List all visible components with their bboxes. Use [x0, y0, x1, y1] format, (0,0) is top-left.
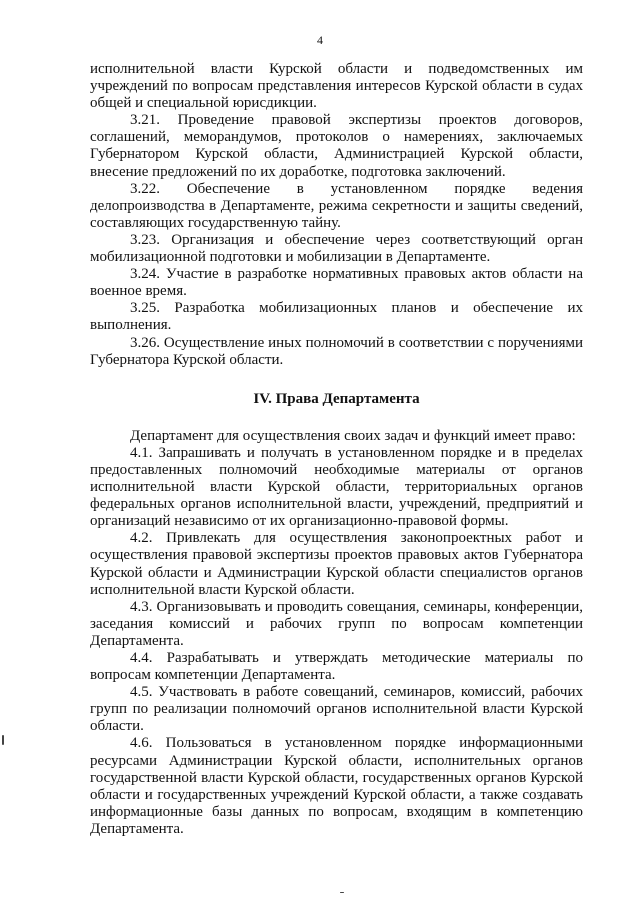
paragraph: 3.21. Проведение правовой экспертизы проектов договоров, соглашений, меморандумов, протоколов о намерениях, заключаемых Губернатором Курской области, Администрацией Курской области, внесение предложений по их доработке, подготовка заключений.	[90, 112, 583, 180]
document-body	[90, 61, 583, 838]
section-heading: IV. Права Департамента	[253, 390, 420, 407]
paragraph: 4.1. Запрашивать и получать в установленном порядке и в пределах предоставленных полномочий необходимые материалы от органов исполнительной власти Курской области, территориальных органов федеральных органов исполнительной власти, учреждений, предприятий и организаций независимо от их организационно-правовой формы.	[90, 444, 583, 530]
paragraph: 4.4. Разрабатывать и утверждать методические материалы по вопросам компетенции Департамента.	[90, 650, 583, 684]
paragraph: 4.6. Пользоваться в установленном порядке информационными ресурсами Администрации Курской области, исполнительных органов государственной власти Курской области, государственных органов Курской области и государственных учреждений Курской области, а также создавать информационные базы данных по вопросам, входящим в компетенцию Департамента.	[90, 735, 583, 837]
paragraph: Департамент для осуществления своих задач и функций имеет право:	[130, 427, 576, 444]
paragraphs-before-section	[90, 61, 583, 369]
page-number: 4	[317, 33, 323, 47]
scan-speck	[340, 892, 344, 893]
paragraph: исполнительной власти Курской области и подведомственных им учреждений по вопросам представления интересов Курской области в судах общей и специальной юрисдикции.	[90, 61, 583, 112]
paragraph: 3.26. Осуществление иных полномочий в соответствии с поручениями Губернатора Курской области.	[90, 334, 583, 368]
paragraph: 4.2. Привлекать для осуществления законопроектных работ и осуществления правовой экспертизы проектов правовых актов Губернатора Курской области и Администрации Курской области специалистов органов исполнительной власти Курской области.	[90, 530, 583, 598]
paragraph: 3.25. Разработка мобилизационных планов и обеспечение их выполнения.	[90, 300, 583, 334]
paragraph: 4.3. Организовывать и проводить совещания, семинары, конференции, заседания комиссий и рабочих групп по вопросам компетенции Департамента.	[90, 598, 583, 649]
paragraph: 3.23. Организация и обеспечение через соответствующий орган мобилизационной подготовки и мобилизации в Департаменте.	[90, 231, 583, 266]
paragraphs-after-section	[90, 428, 583, 838]
scan-speck	[2, 735, 4, 745]
paragraph: 3.24. Участие в разработке нормативных правовых актов области на военное время.	[90, 266, 583, 300]
paragraph: 4.5. Участвовать в работе совещаний, семинаров, комиссий, рабочих групп по реализации полномочий органов исполнительной власти Курской области.	[90, 684, 583, 735]
paragraph: 3.22. Обеспечение в установленном порядке ведения делопроизводства в Департаменте, режима секретности и защиты сведений, составляющих государственную тайну.	[90, 180, 583, 231]
